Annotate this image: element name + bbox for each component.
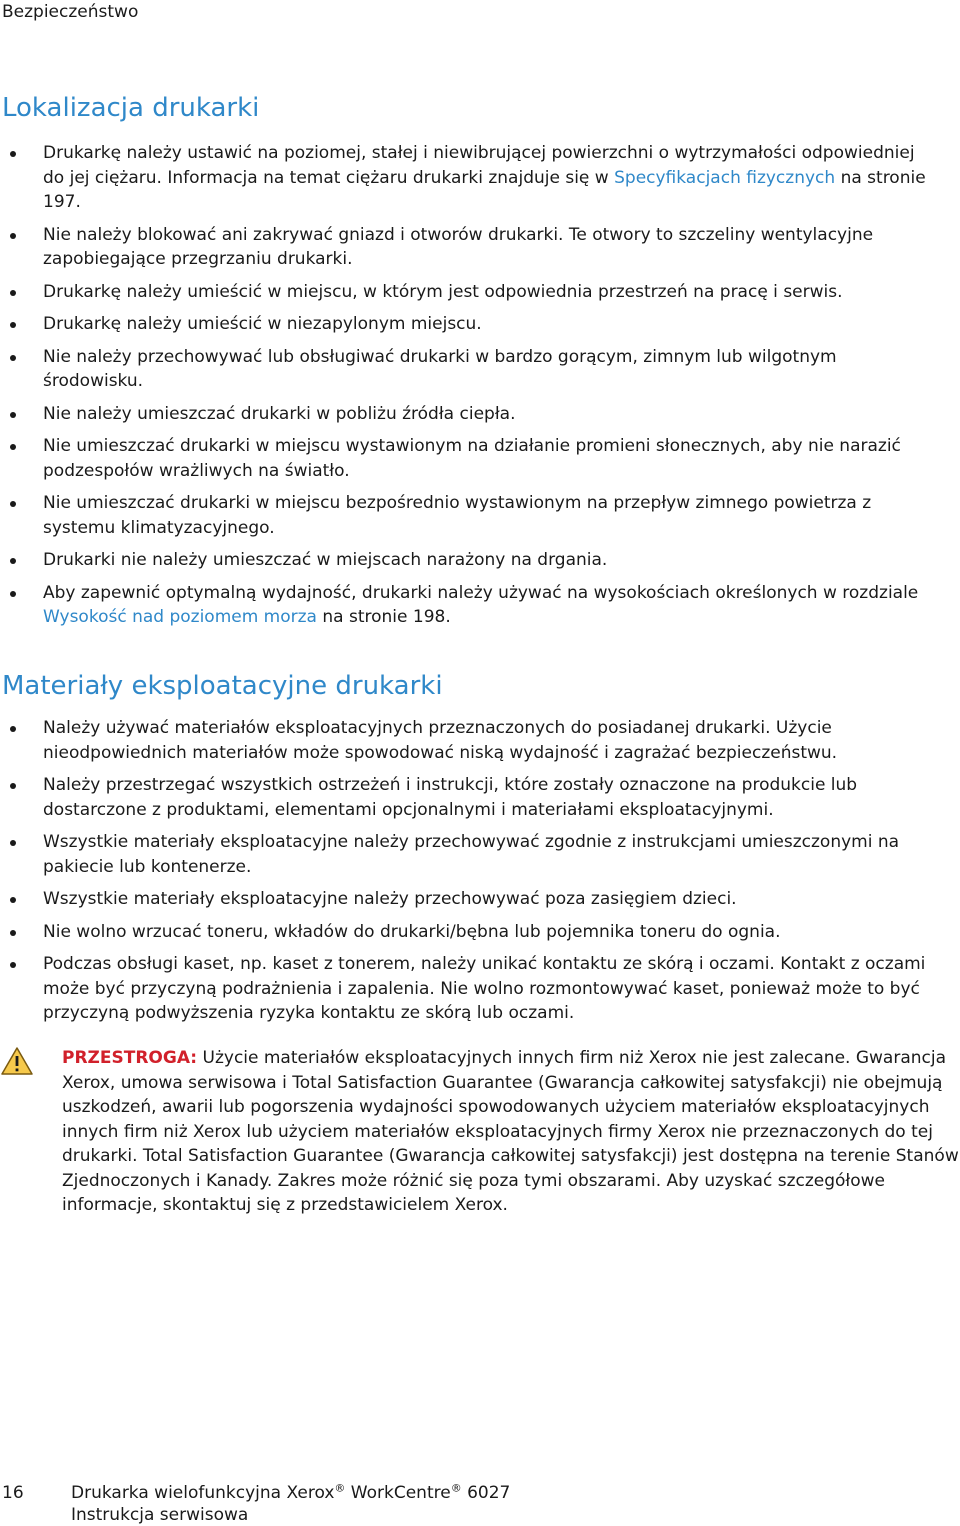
warning-text xyxy=(62,1046,960,1218)
list-item: Wszystkie materiały eksploatacyjne należy przechowywać zgodnie z instrukcjami umieszczonymi na pakiecie lub kontenerze. xyxy=(0,830,930,879)
bullet-icon xyxy=(10,962,16,968)
list-item: Aby zapewnić optymalną wydajność, drukarki należy używać na wysokościach określonych w rozdziale Wysokość nad poziomem morza na stronie 198. xyxy=(0,581,930,630)
list-item: Drukarki nie należy umieszczać w miejscach narażony na drgania. xyxy=(0,548,930,573)
list-item: Drukarkę należy umieścić w miejscu, w którym jest odpowiednia przestrzeń na pracę i serwis. xyxy=(0,280,930,305)
list-item: Należy używać materiałów eksploatacyjnych przeznaczonych do posiadanej drukarki. Użycie nieodpowiednich materiałów może spowodować niską wydajność i zagrażać bezpieczeństwu. xyxy=(0,716,930,765)
bullet-icon xyxy=(10,412,16,418)
warning-body: Użycie materiałów eksploatacyjnych innych firm niż Xerox nie jest zalecane. Gwarancja Xerox, umowa serwisowa i Total Satisfaction Guarantee (Gwarancja całkowitej satysfakcji) nie obejmują uszkodzeń, awarii lub pogorszenia wydajności spowodowanych użyciem materiałów eksploatacyjnych innych firm niż Xerox lub użyciem materiałów eksploatacyjnych firmy Xerox nie przeznaczonych do tej drukarki. Total Satisfaction Guarantee (Gwarancja całkowitej satysfakcji) jest dostępna na terenie Stanów Zjednoczonych i Kanady. Zakres może różnić się poza tymi obszarami. Aby uzyskać szczegółowe informacje, skontaktuj się z przedstawicielem Xerox. xyxy=(62,1048,959,1215)
registered-mark: ® xyxy=(334,1481,346,1495)
bullet-icon xyxy=(10,233,16,239)
bullet-icon xyxy=(10,355,16,361)
bullet-icon xyxy=(10,444,16,450)
warning-triangle-icon xyxy=(0,1046,34,1076)
list-item: Nie umieszczać drukarki w miejscu bezpośrednio wystawionym na przepływ zimnego powietrza z systemu klimatyzacyjnego. xyxy=(0,491,930,540)
bullet-icon xyxy=(10,897,16,903)
list-item: Nie wolno wrzucać toneru, wkładów do drukarki/bębna lub pojemnika toneru do ognia. xyxy=(0,920,930,945)
list-item: Podczas obsługi kaset, np. kaset z tonerem, należy unikać kontaktu ze skórą i oczami. Kontakt z oczami może być przyczyną podrażnienia i zapalenia. Nie wolno rozmontowywać kaset, ponieważ może to być przyczyną podwyższenia ryzyka kontaktu ze skórą lub oczami. xyxy=(0,952,930,1026)
link-altitude[interactable]: Wysokość nad poziomem morza xyxy=(43,607,317,627)
supplies-list xyxy=(0,716,930,1026)
registered-mark: ® xyxy=(450,1481,462,1495)
footer-title: Drukarka wielofunkcyjna Xerox® WorkCentre® 6027 xyxy=(71,1481,511,1503)
bullet-icon xyxy=(10,322,16,328)
list-item: Drukarkę należy ustawić na poziomej, stałej i niewibrującej powierzchni o wytrzymałości odpowiedniej do jej ciężaru. Informacja na temat ciężaru drukarki znajduje się w Specyfikacjach fizycznych na stronie 197. xyxy=(0,141,930,215)
bullet-icon xyxy=(10,783,16,789)
bullet-icon xyxy=(10,726,16,732)
bullet-icon xyxy=(10,151,16,157)
list-item: Nie umieszczać drukarki w miejscu wystawionym na działanie promieni słonecznych, aby nie narazić podzespołów wrażliwych na światło. xyxy=(0,434,930,483)
section-title-supplies: Materiały eksploatacyjne drukarki xyxy=(2,671,443,701)
footer-subtitle: Instrukcja serwisowa xyxy=(71,1505,249,1525)
list-item: Należy przestrzegać wszystkich ostrzeżeń i instrukcji, które zostały oznaczone na produkcie lub dostarczone z produktami, elementami opcjonalnymi i materiałami eksploatacyjnymi. xyxy=(0,773,930,822)
bullet-icon xyxy=(10,930,16,936)
section-title-printer-location: Lokalizacja drukarki xyxy=(2,93,260,123)
list-item: Nie należy blokować ani zakrywać gniazd i otworów drukarki. Te otwory to szczeliny wentylacyjne zapobiegające przegrzaniu drukarki. xyxy=(0,223,930,272)
printer-location-list xyxy=(0,141,930,630)
bullet-icon xyxy=(10,591,16,597)
list-item: Nie należy umieszczać drukarki w pobliżu źródła ciepła. xyxy=(0,402,930,427)
page-header: Bezpieczeństwo xyxy=(2,2,139,22)
link-physical-specs[interactable]: Specyfikacjach fizycznych xyxy=(614,167,836,188)
list-item: Nie należy przechowywać lub obsługiwać drukarki w bardzo gorącym, zimnym lub wilgotnym środowisku. xyxy=(0,345,930,394)
page-number: 16 xyxy=(2,1483,24,1503)
list-item: Drukarkę należy umieścić w niezapylonym miejscu. xyxy=(0,312,930,337)
bullet-icon xyxy=(10,840,16,846)
bullet-icon xyxy=(10,501,16,507)
list-item: Wszystkie materiały eksploatacyjne należy przechowywać poza zasięgiem dzieci. xyxy=(0,887,930,912)
warning-label: PRZESTROGA: xyxy=(62,1048,198,1068)
bullet-icon xyxy=(10,290,16,296)
bullet-icon xyxy=(10,558,16,564)
